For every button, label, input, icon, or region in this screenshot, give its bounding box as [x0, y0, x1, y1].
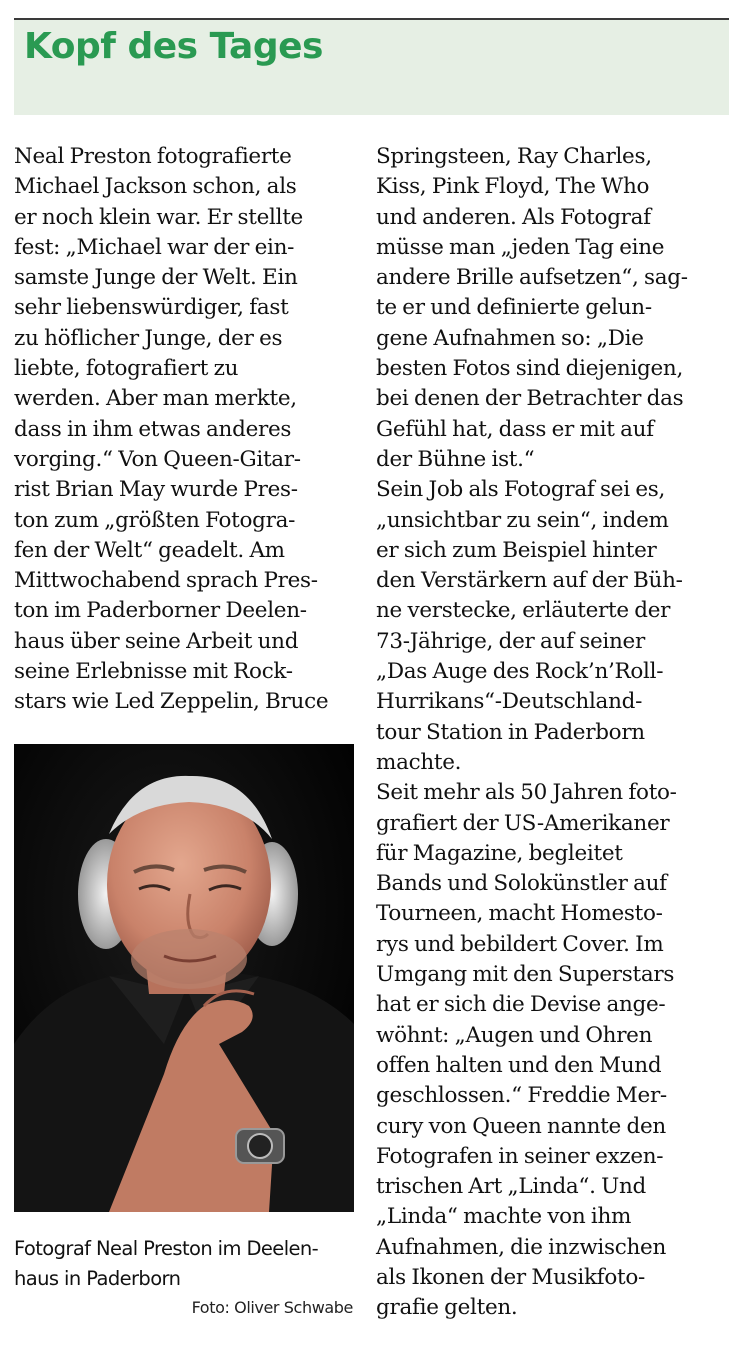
article-text-line: Tourneen, macht Homesto-: [376, 901, 663, 927]
article-text-line: Aufnahmen, die inzwischen: [376, 1234, 666, 1260]
photo-caption: [14, 1234, 359, 1294]
article-left-column: [14, 142, 359, 718]
portrait-photo: [14, 744, 354, 1212]
article-text-line: geschlossen.“ Freddie Mer-: [376, 1083, 667, 1109]
article-text-line: er sich zum Beispiel hinter: [376, 537, 657, 563]
article-text-line: „Linda“ machte von ihm: [376, 1204, 632, 1230]
article-text-line: als Ikonen der Musikfoto-: [376, 1264, 645, 1290]
article-text-line: werden. Aber man merkte,: [14, 386, 297, 412]
article-text-line: bei denen der Betrachter das: [376, 386, 684, 412]
article-text-line: Neal Preston fotografierte: [14, 144, 292, 169]
article-text-line: gene Aufnahmen so: „Die: [376, 325, 644, 351]
article-text-line: samste Junge der Welt. Ein: [14, 265, 298, 291]
article-text-line: müsse man „jeden Tag eine: [376, 234, 665, 260]
article-text-line: fest: „Michael war der ein-: [14, 234, 295, 260]
article-text-line: der Bühne ist.“: [376, 446, 535, 472]
article-text-line: Mittwochabend sprach Pres-: [14, 568, 318, 594]
photo-credit: Foto: Oliver Schwabe: [191, 1298, 353, 1317]
article-text-line: Umgang mit den Superstars: [376, 962, 675, 988]
article-text-line: grafiert der US-Amerikaner: [376, 810, 670, 836]
article-text-line: 73-Jährige, der auf seiner: [376, 628, 645, 654]
article-text-line: Kiss, Pink Floyd, The Who: [376, 174, 650, 200]
article-text-line: offen halten und den Mund: [376, 1052, 662, 1078]
article-text-line: Hurrikans“-Deutschland-: [376, 689, 643, 715]
article-text-line: seine Erlebnisse mit Rock-: [14, 659, 293, 685]
article-text-line: Michael Jackson schon, als: [14, 174, 297, 200]
article-text-line: den Verstärkern auf der Büh-: [376, 568, 683, 594]
article-text-line: ton zum „größten Fotogra-: [14, 507, 296, 533]
article-text-line: rist Brian May wurde Pres-: [14, 477, 298, 503]
article-text-line: für Magazine, begleitet: [376, 840, 623, 866]
article-text-line: fen der Welt“ geadelt. Am: [14, 537, 285, 563]
article-text-line: ton im Paderborner Deelen-: [14, 598, 307, 624]
article-text-line: hat er sich die Devise ange-: [376, 992, 666, 1018]
article-text-line: Seit mehr als 50 Jahren foto-: [376, 780, 677, 806]
article-text-line: trischen Art „Linda“. Und: [376, 1174, 647, 1200]
article-text-line: cury von Queen nannte den: [376, 1113, 666, 1139]
headline: Kopf des Tages: [24, 26, 323, 67]
article-text-line: andere Brille aufsetzen“, sag-: [376, 265, 688, 291]
article-text-line: Fotografen in seiner exzen-: [376, 1143, 664, 1169]
article-text-line: Springsteen, Ray Charles,: [376, 144, 652, 169]
article-text-line: Gefühl hat, dass er mit auf: [376, 416, 654, 442]
article-text-line: besten Fotos sind diejenigen,: [376, 356, 684, 382]
article-text-line: vorging.“ Von Queen-Gitar-: [14, 446, 301, 472]
caption-line: Fotograf Neal Preston im Deelen-: [14, 1237, 319, 1260]
article-text-line: ne verstecke, erläuterte der: [376, 598, 671, 624]
article-text-line: dass in ihm etwas anderes: [14, 416, 292, 442]
article-text-line: rys und bebildert Cover. Im: [376, 931, 664, 957]
article-text-line: machte.: [376, 749, 462, 775]
article-text-line: Sein Job als Fotograf sei es,: [376, 477, 666, 503]
article-text-line: haus über seine Arbeit und: [14, 628, 299, 654]
article-text-line: und anderen. Als Fotograf: [376, 204, 651, 230]
article-text-line: er noch klein war. Er stellte: [14, 204, 303, 230]
article-text-line: Bands und Solokünstler auf: [376, 871, 667, 897]
article-text-line: „unsichtbar zu sein“, indem: [376, 507, 669, 533]
article-text-line: stars wie Led Zeppelin, Bruce: [14, 689, 329, 715]
article-text-line: te er und definierte gelun-: [376, 295, 652, 321]
article-right-column: [376, 142, 721, 1324]
article-text-line: tour Station in Paderborn: [376, 719, 645, 745]
article-text-line: grafie gelten.: [376, 1295, 518, 1321]
article-text-line: sehr liebenswürdiger, fast: [14, 295, 289, 321]
article-text-line: wöhnt: „Augen und Ohren: [376, 1022, 653, 1048]
article-text-line: „Das Auge des Rock’n’Roll-: [376, 659, 664, 685]
article-text-line: liebte, fotografiert zu: [14, 356, 239, 382]
caption-line: haus in Paderborn: [14, 1267, 181, 1290]
article-text-line: zu höflicher Junge, der es: [14, 325, 283, 351]
